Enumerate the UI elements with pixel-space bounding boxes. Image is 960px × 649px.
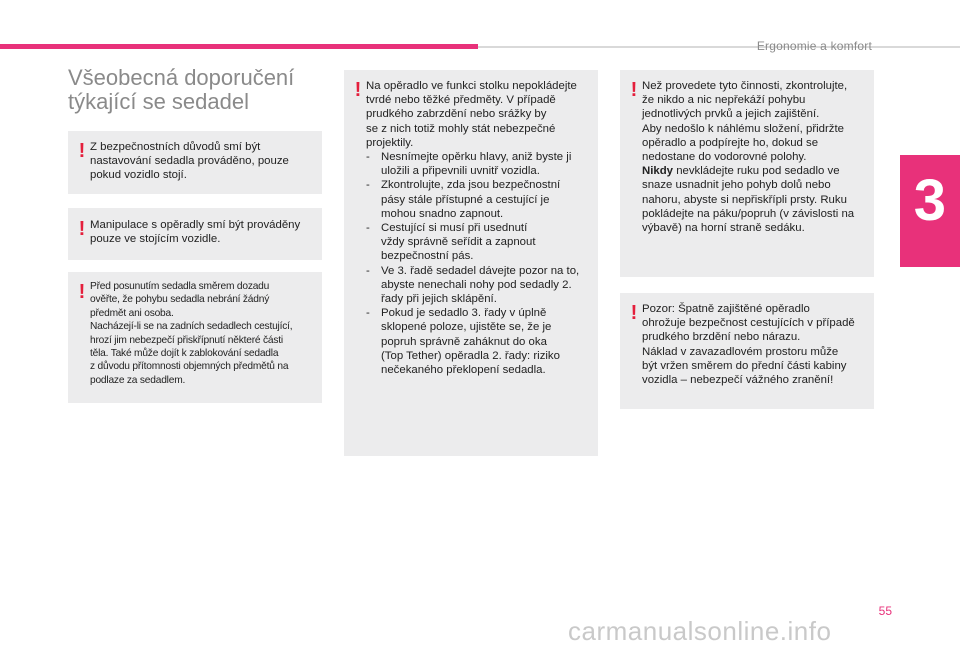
watermark: carmanualsonline.info <box>568 616 832 646</box>
page-number: 55 <box>878 604 892 618</box>
list-item-text: abyste nenechali nohy pod sedadly 2. <box>381 278 572 291</box>
list-item-text: sklopené poloze, ujistěte se, že je <box>381 321 552 334</box>
list-item-text: uložili a připevnili uvnitř vozidla. <box>381 165 540 178</box>
warning-box-check-movement <box>620 70 874 277</box>
list-item <box>366 306 592 320</box>
warning-box-seat-adjustment <box>68 131 322 194</box>
list-item-text: (Top Tether) opěradla 2. řady: riziko <box>381 349 560 362</box>
dash: - <box>366 264 370 277</box>
text-line: nedostane do vodorovné polohy. <box>642 151 807 164</box>
warning-text <box>642 302 868 387</box>
text-line: z důvodu přítomnosti objemných předmětů na <box>90 361 289 373</box>
list-item-text: nečekaného překlopení sedadla. <box>381 364 546 377</box>
dash: - <box>366 222 370 235</box>
section-title <box>68 66 328 114</box>
text-line: projektily. <box>366 136 414 149</box>
text-line: Náklad v zavazadlovém prostoru může <box>642 345 839 358</box>
list-item <box>366 178 592 192</box>
list-item-text: mohou snadno zapnout. <box>381 207 504 220</box>
dash: - <box>366 179 370 192</box>
text-line: Aby nedošlo k náhlému složení, přidržte <box>642 122 844 135</box>
section-title-line: Všeobecná doporučení <box>68 65 295 90</box>
warning-box-table-backrest <box>344 70 598 456</box>
dash: - <box>366 307 370 320</box>
text-line: Pozor: Špatně zajištěné opěradlo <box>642 303 810 315</box>
text-line: že nikdo a nic nepřekáží pohybu <box>642 94 806 107</box>
text-line: jednotlivých prvků a jejich zajištění. <box>642 108 820 121</box>
warning-text <box>90 280 316 387</box>
text-line: Než provedete tyto činnosti, zkontrolujte, <box>642 80 848 92</box>
warning-icon: ! <box>78 140 86 162</box>
text-line: ohrožuje bezpečnost cestujících v případě <box>642 317 855 330</box>
warning-icon: ! <box>354 79 362 101</box>
warning-text <box>90 140 316 183</box>
header-rule <box>478 46 960 48</box>
warning-box-backrest <box>68 208 322 260</box>
text-line: předmět ani osoba. <box>90 307 174 319</box>
text-line: nastavování sedadla prováděno, pouze <box>90 155 289 168</box>
warning-box-improperly-locked-backrest <box>620 293 874 409</box>
text-line: těla. Také může dojít k zablokování sedadla <box>90 348 279 360</box>
warning-icon: ! <box>78 281 86 303</box>
section-title-line: týkající se sedadel <box>68 89 249 114</box>
text-line: podlaze za sedadlem. <box>90 374 186 386</box>
warning-icon: ! <box>78 218 86 240</box>
text-line: tvrdé nebo těžké předměty. V případě <box>366 94 556 107</box>
list-item-text: Zkontrolujte, zda jsou bezpečnostní <box>381 179 561 192</box>
text-line: prudkého brzdění nebo nárazu. <box>642 331 801 344</box>
warning-icon: ! <box>630 79 638 101</box>
text-line: Manipulace s opěradly smí být prováděny <box>90 219 301 231</box>
chapter-header-title: Ergonomie a komfort <box>756 39 872 53</box>
list-item-text: popruh správně zaháknut do oka <box>381 335 547 348</box>
text-line: Na opěradlo ve funkci stolku nepokládejte <box>366 80 577 92</box>
warning-text <box>642 79 868 235</box>
text-line: pouze ve stojícím vozidle. <box>90 233 221 246</box>
emphasis-never: Nikdy <box>642 165 674 178</box>
warning-icon: ! <box>630 302 638 324</box>
list-item-text: řady při jejich sklápění. <box>381 293 497 306</box>
list-item-text: Cestující si musí při usednutí <box>381 222 528 235</box>
list-item <box>366 150 592 164</box>
list-item-text: vždy správně seřídit a zapnout <box>381 236 536 249</box>
warning-box-moving-seat-back <box>68 272 322 403</box>
header-accent-bar <box>0 44 478 49</box>
text-line <box>642 164 868 178</box>
text-line: výbavě) na horní straně sedáku. <box>642 222 805 235</box>
text-line: se z nich totiž mohly stát nebezpečné <box>366 122 556 135</box>
text-line: ověřte, že pohybu sedadla nebrání žádný <box>90 294 270 306</box>
text-line: prudkého zabrzdění nebo srážky by <box>366 108 547 121</box>
text-line: snaze usnadnit jeho pohyb dolů nebo <box>642 179 831 192</box>
list-item-text: bezpečnostní pás. <box>381 250 474 263</box>
list-item-text: pásy stále přístupné a cestující je <box>381 193 550 206</box>
chapter-number: 3 <box>913 168 946 233</box>
text-line: nahoru, abyste si nepřiskřípli prsty. Ruku <box>642 193 847 206</box>
text-line: pokud vozidlo stojí. <box>90 169 187 182</box>
list-item <box>366 264 592 278</box>
text-line: hrozí jim nebezpečí přiskřípnutí některé části <box>90 334 283 346</box>
text-line: pokládejte na páku/popruh (v závislosti na <box>642 207 855 220</box>
list-item-text: Nesnímejte opěrku hlavy, aniž byste ji <box>381 151 572 164</box>
dash: - <box>366 151 370 164</box>
list-item <box>366 221 592 235</box>
text-line: opěradlo a podpírejte ho, dokud se <box>642 136 819 149</box>
text-fragment: nevkládejte ruku pod sedadlo ve <box>673 165 840 178</box>
warning-text <box>366 79 592 377</box>
warning-text <box>90 218 316 246</box>
list-item-text: Pokud je sedadlo 3. řady v úplně <box>381 307 547 320</box>
text-line: Nacházejí-li se na zadních sedadlech cestující, <box>90 321 293 333</box>
text-line: Před posunutím sedadla směrem dozadu <box>90 281 270 292</box>
text-line: Z bezpečnostních důvodů smí být <box>90 141 261 153</box>
text-line: vozidla – nebezpečí vážného zranění! <box>642 374 834 387</box>
list-item-text: Ve 3. řadě sedadel dávejte pozor na to, <box>381 264 580 277</box>
text-line: být vržen směrem do přední části kabiny <box>642 359 847 372</box>
